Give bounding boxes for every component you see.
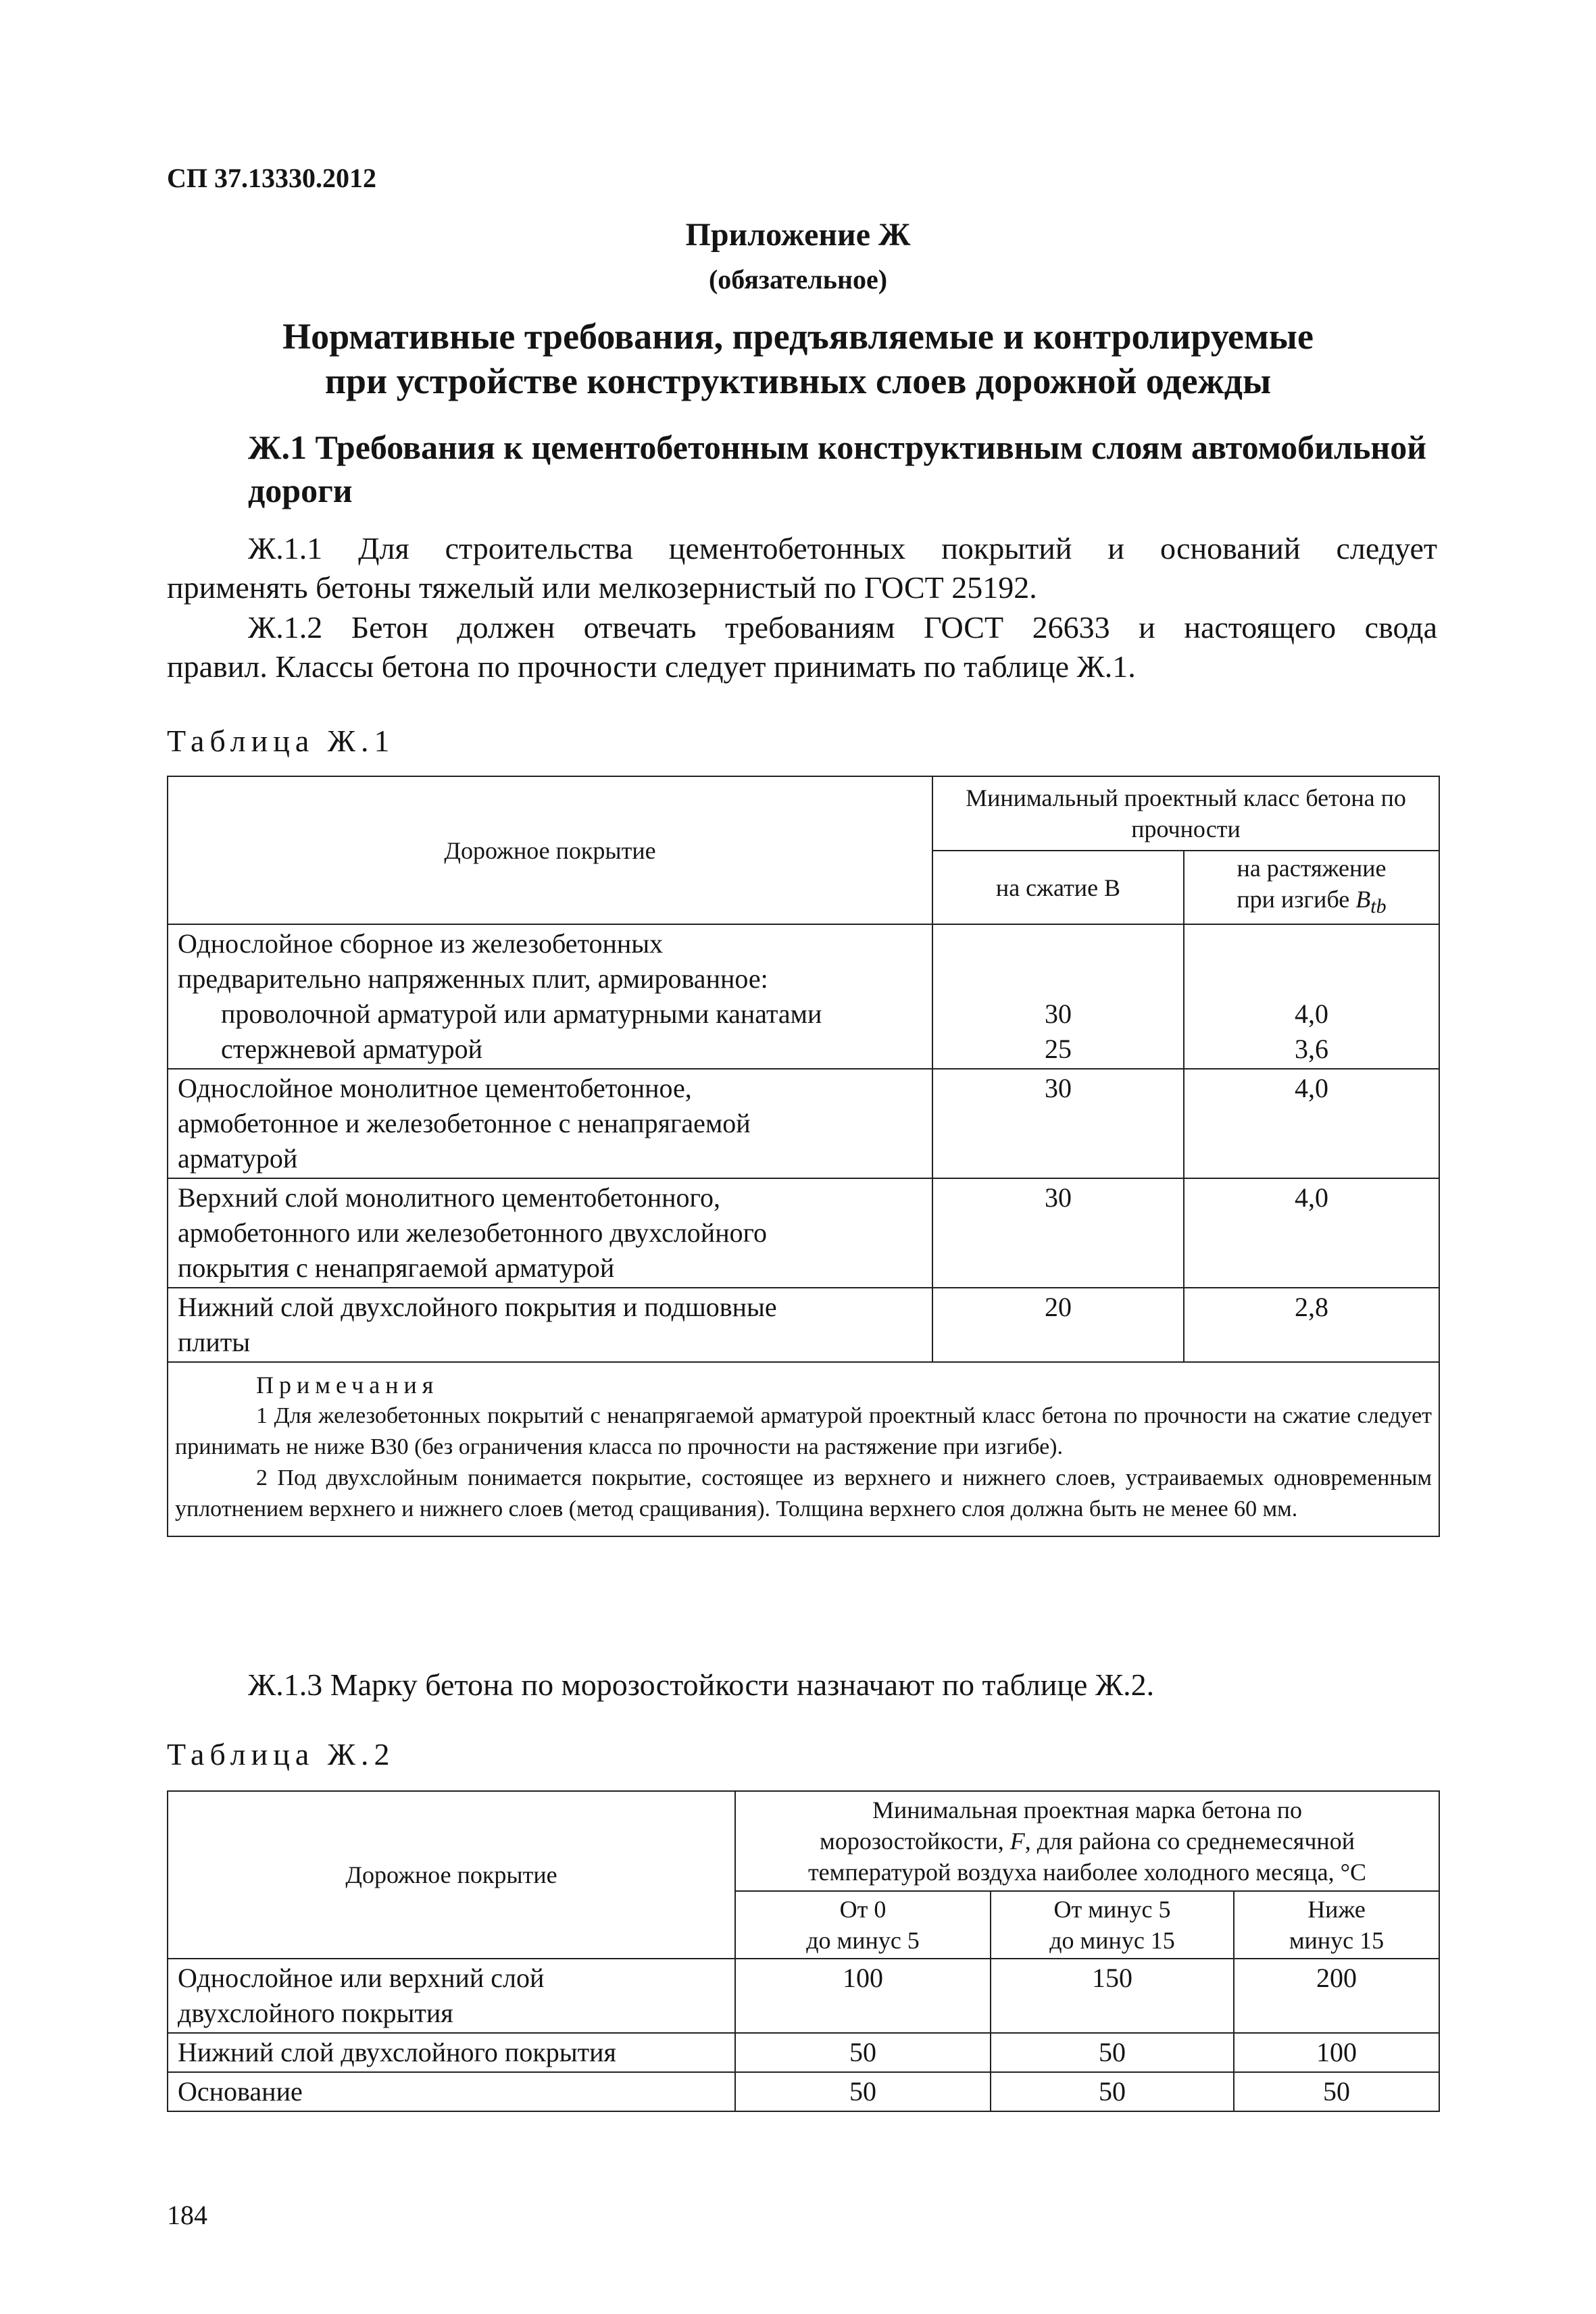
paragraph-line: применять бетоны тяжелый или мелкозернистый по ГОСТ 25192. <box>167 570 1037 605</box>
table-2 <box>167 1790 1440 2112</box>
t1-row-line: Однослойное монолитное цементобетонное, <box>178 1073 692 1104</box>
table-1 <box>167 776 1440 1537</box>
t2-cell-value: 50 <box>735 2033 991 2072</box>
t2-row-label <box>168 1959 735 2033</box>
t1-note-2: 2 Под двухслойным понимается покрытие, состоящее из верхнего и нижнего слоев, устраиваемых одновременным уплотнением верхнего и нижнего слоев (метод сращивания). Толщина верхнего слоя должна быть не менее 60 мм. <box>175 1465 1432 1522</box>
t1-cell-value: 20 <box>932 1288 1184 1362</box>
table-notes-row <box>168 1362 1439 1536</box>
table-row <box>168 1288 1439 1362</box>
t2-cell-value: 50 <box>991 2072 1234 2111</box>
t1-cell-value: 25 <box>1045 1034 1072 1065</box>
table-2-caption: Таблица Ж.2 <box>167 1737 395 1771</box>
t2-header-pavement: Дорожное покрытие <box>168 1791 735 1959</box>
table-row <box>168 1959 1439 2033</box>
t2-cell-value: 50 <box>735 2072 991 2111</box>
table-1-caption: Таблица Ж.1 <box>167 724 395 758</box>
t2-header-range-line: От минус 5 <box>1053 1896 1171 1923</box>
section-title: Ж.1 Требования к цементобетонным конструктивным слоям автомобильной дороги <box>248 428 1427 509</box>
t1-header-tension-symbol: B <box>1355 886 1371 913</box>
t1-header-pavement: Дорожное покрытие <box>168 776 932 924</box>
t2-cell-value: 50 <box>1234 2072 1439 2111</box>
t2-header-group-line: , для района со среднемесячной <box>1024 1828 1355 1855</box>
t1-notes-title: Примечания <box>256 1372 439 1399</box>
main-title-line: при устройстве конструктивных слоев дорожной одежды <box>324 361 1272 401</box>
t2-header-group-line: морозостойкости, <box>820 1828 1004 1855</box>
t1-row-tension <box>1184 924 1439 1069</box>
t1-row-label <box>168 1069 932 1178</box>
t1-row-line: плиты <box>178 1327 251 1358</box>
t2-row-line: двухслойного покрытия <box>178 1998 453 2028</box>
t1-header-compression-label: на сжатие B <box>995 874 1121 901</box>
paragraph-1 <box>167 529 1437 607</box>
t2-cell-value: 100 <box>1234 2033 1439 2072</box>
t2-row-label: Нижний слой двухслойного покрытия <box>168 2033 735 2072</box>
t2-row-label: Основание <box>168 2072 735 2111</box>
paragraph-3 <box>167 1665 1437 1705</box>
table-row <box>168 924 1439 1069</box>
t1-header-tension-subscript: tb <box>1370 895 1387 918</box>
t1-row-line: покрытия с ненапрягаемой арматурой <box>178 1253 615 1284</box>
appendix-subtitle: (обязательное) <box>708 264 888 295</box>
t2-cell-value: 200 <box>1234 1959 1439 2033</box>
paragraph-line: Ж.1.3 Марку бетона по морозостойкости назначают по таблице Ж.2. <box>248 1667 1155 1702</box>
t1-cell-value: 3,6 <box>1295 1034 1328 1065</box>
t1-header-tension-line: при изгибе <box>1237 886 1350 913</box>
t2-cell-value: 50 <box>991 2033 1234 2072</box>
table-row <box>168 2033 1439 2072</box>
paragraph-line: Ж.1.2 Бетон должен отвечать требованиям ГОСТ 26633 и настоящего свода <box>248 610 1437 645</box>
t1-row-sub-label: проволочной арматурой или арматурными канатами <box>221 999 822 1030</box>
t1-header-group: Минимальный проектный класс бетона по прочности <box>932 776 1439 851</box>
t2-header-range-line: до минус 5 <box>806 1927 920 1954</box>
t1-cell-value: 2,8 <box>1184 1288 1439 1362</box>
t1-row-label <box>168 924 932 1069</box>
page-number: 184 <box>167 2200 207 2230</box>
t1-cell-value: 30 <box>932 1178 1184 1288</box>
document-code: СП 37.13330.2012 <box>167 163 376 193</box>
t1-row-label <box>168 1178 932 1288</box>
t1-row-line: Однослойное сборное из железобетонных <box>178 928 664 959</box>
t1-row-line: Нижний слой двухслойного покрытия и подшовные <box>178 1292 777 1323</box>
t1-note-1: 1 Для железобетонных покрытий с ненапрягаемой арматурой проектный класс бетона по прочности на сжатие следует принимать не ниже В30 (без ограничения класса по прочности на растяжение при изгибе). <box>175 1403 1432 1460</box>
t2-header-range-line: до минус 15 <box>1049 1927 1175 1954</box>
t2-header-range-1 <box>735 1891 991 1959</box>
t1-header-compression <box>932 851 1184 924</box>
t2-header-range-3 <box>1234 1891 1439 1959</box>
paragraph-line: правил. Классы бетона по прочности следует принимать по таблице Ж.1. <box>167 649 1136 684</box>
t1-row-line: арматурой <box>178 1143 298 1174</box>
t1-row-sub-label: стержневой арматурой <box>221 1034 483 1065</box>
t1-row-compression <box>932 924 1184 1069</box>
t1-row-line: предварительно напряженных плит, армированное: <box>178 963 768 995</box>
t2-cell-value: 150 <box>991 1959 1234 2033</box>
t2-row-line: Однослойное или верхний слой <box>178 1963 545 1993</box>
t2-header-group-symbol: F <box>1009 1828 1025 1855</box>
t1-cell-value: 30 <box>1045 999 1072 1030</box>
main-title-line: Нормативные требования, предъявляемые и контролируемые <box>282 316 1314 357</box>
t2-header-range-2 <box>991 1891 1234 1959</box>
appendix-main-title <box>0 314 1596 403</box>
t1-row-label <box>168 1288 932 1362</box>
table-row <box>168 1069 1439 1178</box>
t1-cell-value: 4,0 <box>1184 1178 1439 1288</box>
t2-header-group <box>735 1791 1439 1891</box>
t1-cell-value: 4,0 <box>1184 1069 1439 1178</box>
t1-cell-value: 30 <box>932 1069 1184 1178</box>
t2-header-range-line: От 0 <box>839 1896 887 1923</box>
t2-cell-value: 100 <box>735 1959 991 2033</box>
t1-row-line: армобетонное и железобетонное с ненапрягаемой <box>178 1108 751 1139</box>
t2-header-range-line: Ниже <box>1307 1896 1366 1923</box>
paragraph-2 <box>167 608 1437 686</box>
appendix-title: Приложение Ж <box>685 217 911 253</box>
table-row <box>168 1178 1439 1288</box>
paragraph-line: Ж.1.1 Для строительства цементобетонных покрытий и оснований следует <box>248 531 1437 565</box>
table-row <box>168 2072 1439 2111</box>
t1-header-tension-line: на растяжение <box>1237 855 1387 882</box>
t2-header-range-line: минус 15 <box>1289 1927 1385 1954</box>
t1-row-line: Верхний слой монолитного цементобетонного, <box>178 1182 720 1213</box>
t1-notes <box>168 1362 1439 1536</box>
t2-header-group-line: Минимальная проектная марка бетона по <box>872 1796 1303 1823</box>
t2-header-group-line: температурой воздуха наиболее холодного месяца, °С <box>807 1859 1367 1886</box>
t1-row-line: армобетонного или железобетонного двухслойного <box>178 1217 768 1249</box>
t1-header-tension <box>1184 851 1439 924</box>
t1-cell-value: 4,0 <box>1295 999 1328 1030</box>
